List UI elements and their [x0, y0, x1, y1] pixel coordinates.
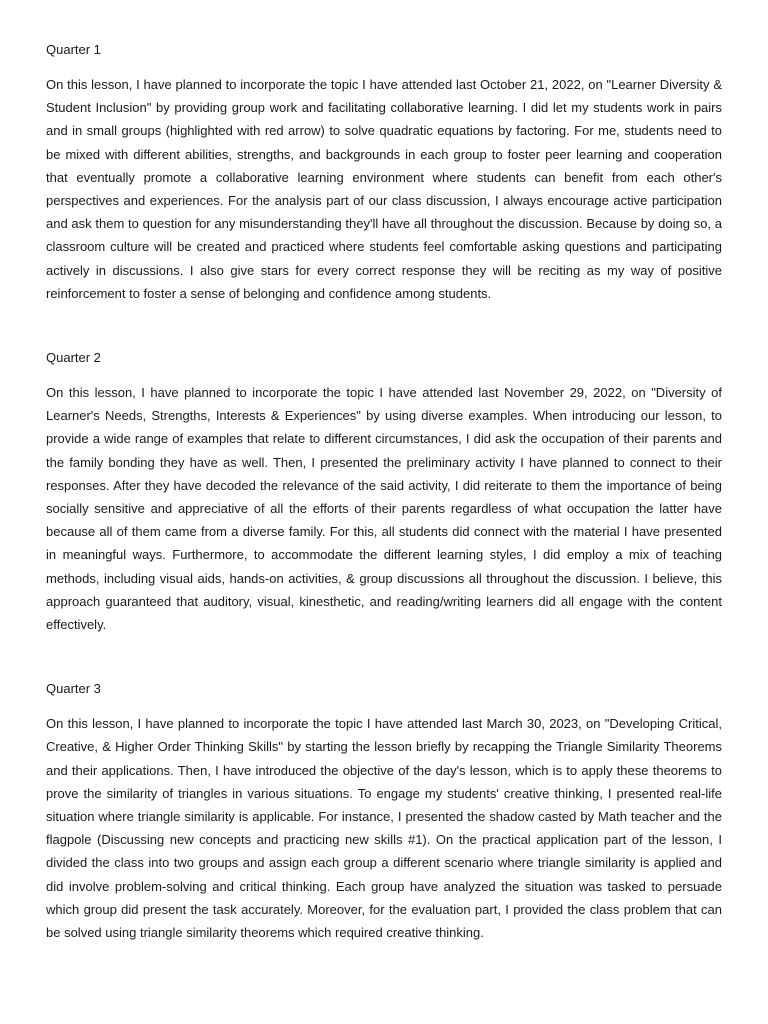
section-paragraph: On this lesson, I have planned to incorporate the topic I have attended last November 29, 2022, on "Diversity of Learner's Needs, Strengths, Interests & Experiences" by using diverse examples. When introducing our lesson, to provide a wide range of examples that relate to different circumstances, I did ask the occupation of their parents and the family bonding they have as well. Then, I presented the preliminary activity I have planned to connect to their responses. After they have decoded the relevance of the said activity, I did reiterate to them the importance of being socially sensitive and appreciative of all the efforts of their parents regardless of what occupation the latter have because all of them came from a diverse family. For this, all students did connect with the material I have presented in meaningful ways. Furthermore, to accommodate the different learning styles, I did employ a mix of teaching methods, including visual aids, hands-on activities, & group discussions all throughout the discussion. I believe, this approach guaranteed that auditory, visual, kinesthetic, and reading/writing learners did all engage with the content effectively. — [46, 385, 722, 633]
section-heading: Quarter 2 — [46, 350, 101, 366]
section-heading: Quarter 3 — [46, 681, 101, 697]
section-quarter-1 — [46, 41, 722, 305]
section-quarter-3 — [46, 680, 722, 944]
section-heading: Quarter 1 — [46, 42, 101, 57]
section-paragraph: On this lesson, I have planned to incorporate the topic I have attended last March 30, 2023, on "Developing Critical, Creative, & Higher Order Thinking Skills" by starting the lesson briefly by recapping the Triangle Similarity Theorems and their applications. Then, I have introduced the objective of the day's lesson, which is to apply these theorems to prove the similarity of triangles in various situations. To engage my students' creative thinking, I presented real-life situation where triangle similarity is applicable. For instance, I presented the shadow casted by Math teacher and the flagpole (Discussing new concepts and practicing new skills #1). On the practical application part of the lesson, I divided the class into two groups and assign each group a different scenario where triangle similarity is applied and did involve problem-solving and critical thinking. Each group have analyzed the situation was tasked to persuade which group did present the task accurately. Moreover, for the evaluation part, I provided the class problem that can be solved using triangle similarity theorems which required creative thinking. — [46, 716, 722, 941]
section-quarter-2 — [46, 349, 722, 636]
section-paragraph: On this lesson, I have planned to incorporate the topic I have attended last October 21, 2022, on "Learner Diversity & Student Inclusion" by providing group work and facilitating collaborative learning. I did let my students work in pairs and in small groups (highlighted with red arrow) to solve quadratic equations by factoring. For me, students need to be mixed with different abilities, strengths, and backgrounds in each group to foster peer learning and cooperation that eventually promote a collaborative learning environment where students can benefit from each other's perspectives and experiences. For the analysis part of our class discussion, I always encourage active participation and ask them to question for any misunderstanding they'll have all throughout the discussion. Because by doing so, a classroom culture will be created and practiced where students feel comfortable asking questions and participating actively in discussions. I also give stars for every correct response they will be reciting as my way of positive reinforcement to foster a sense of belonging and confidence among students. — [46, 77, 722, 301]
